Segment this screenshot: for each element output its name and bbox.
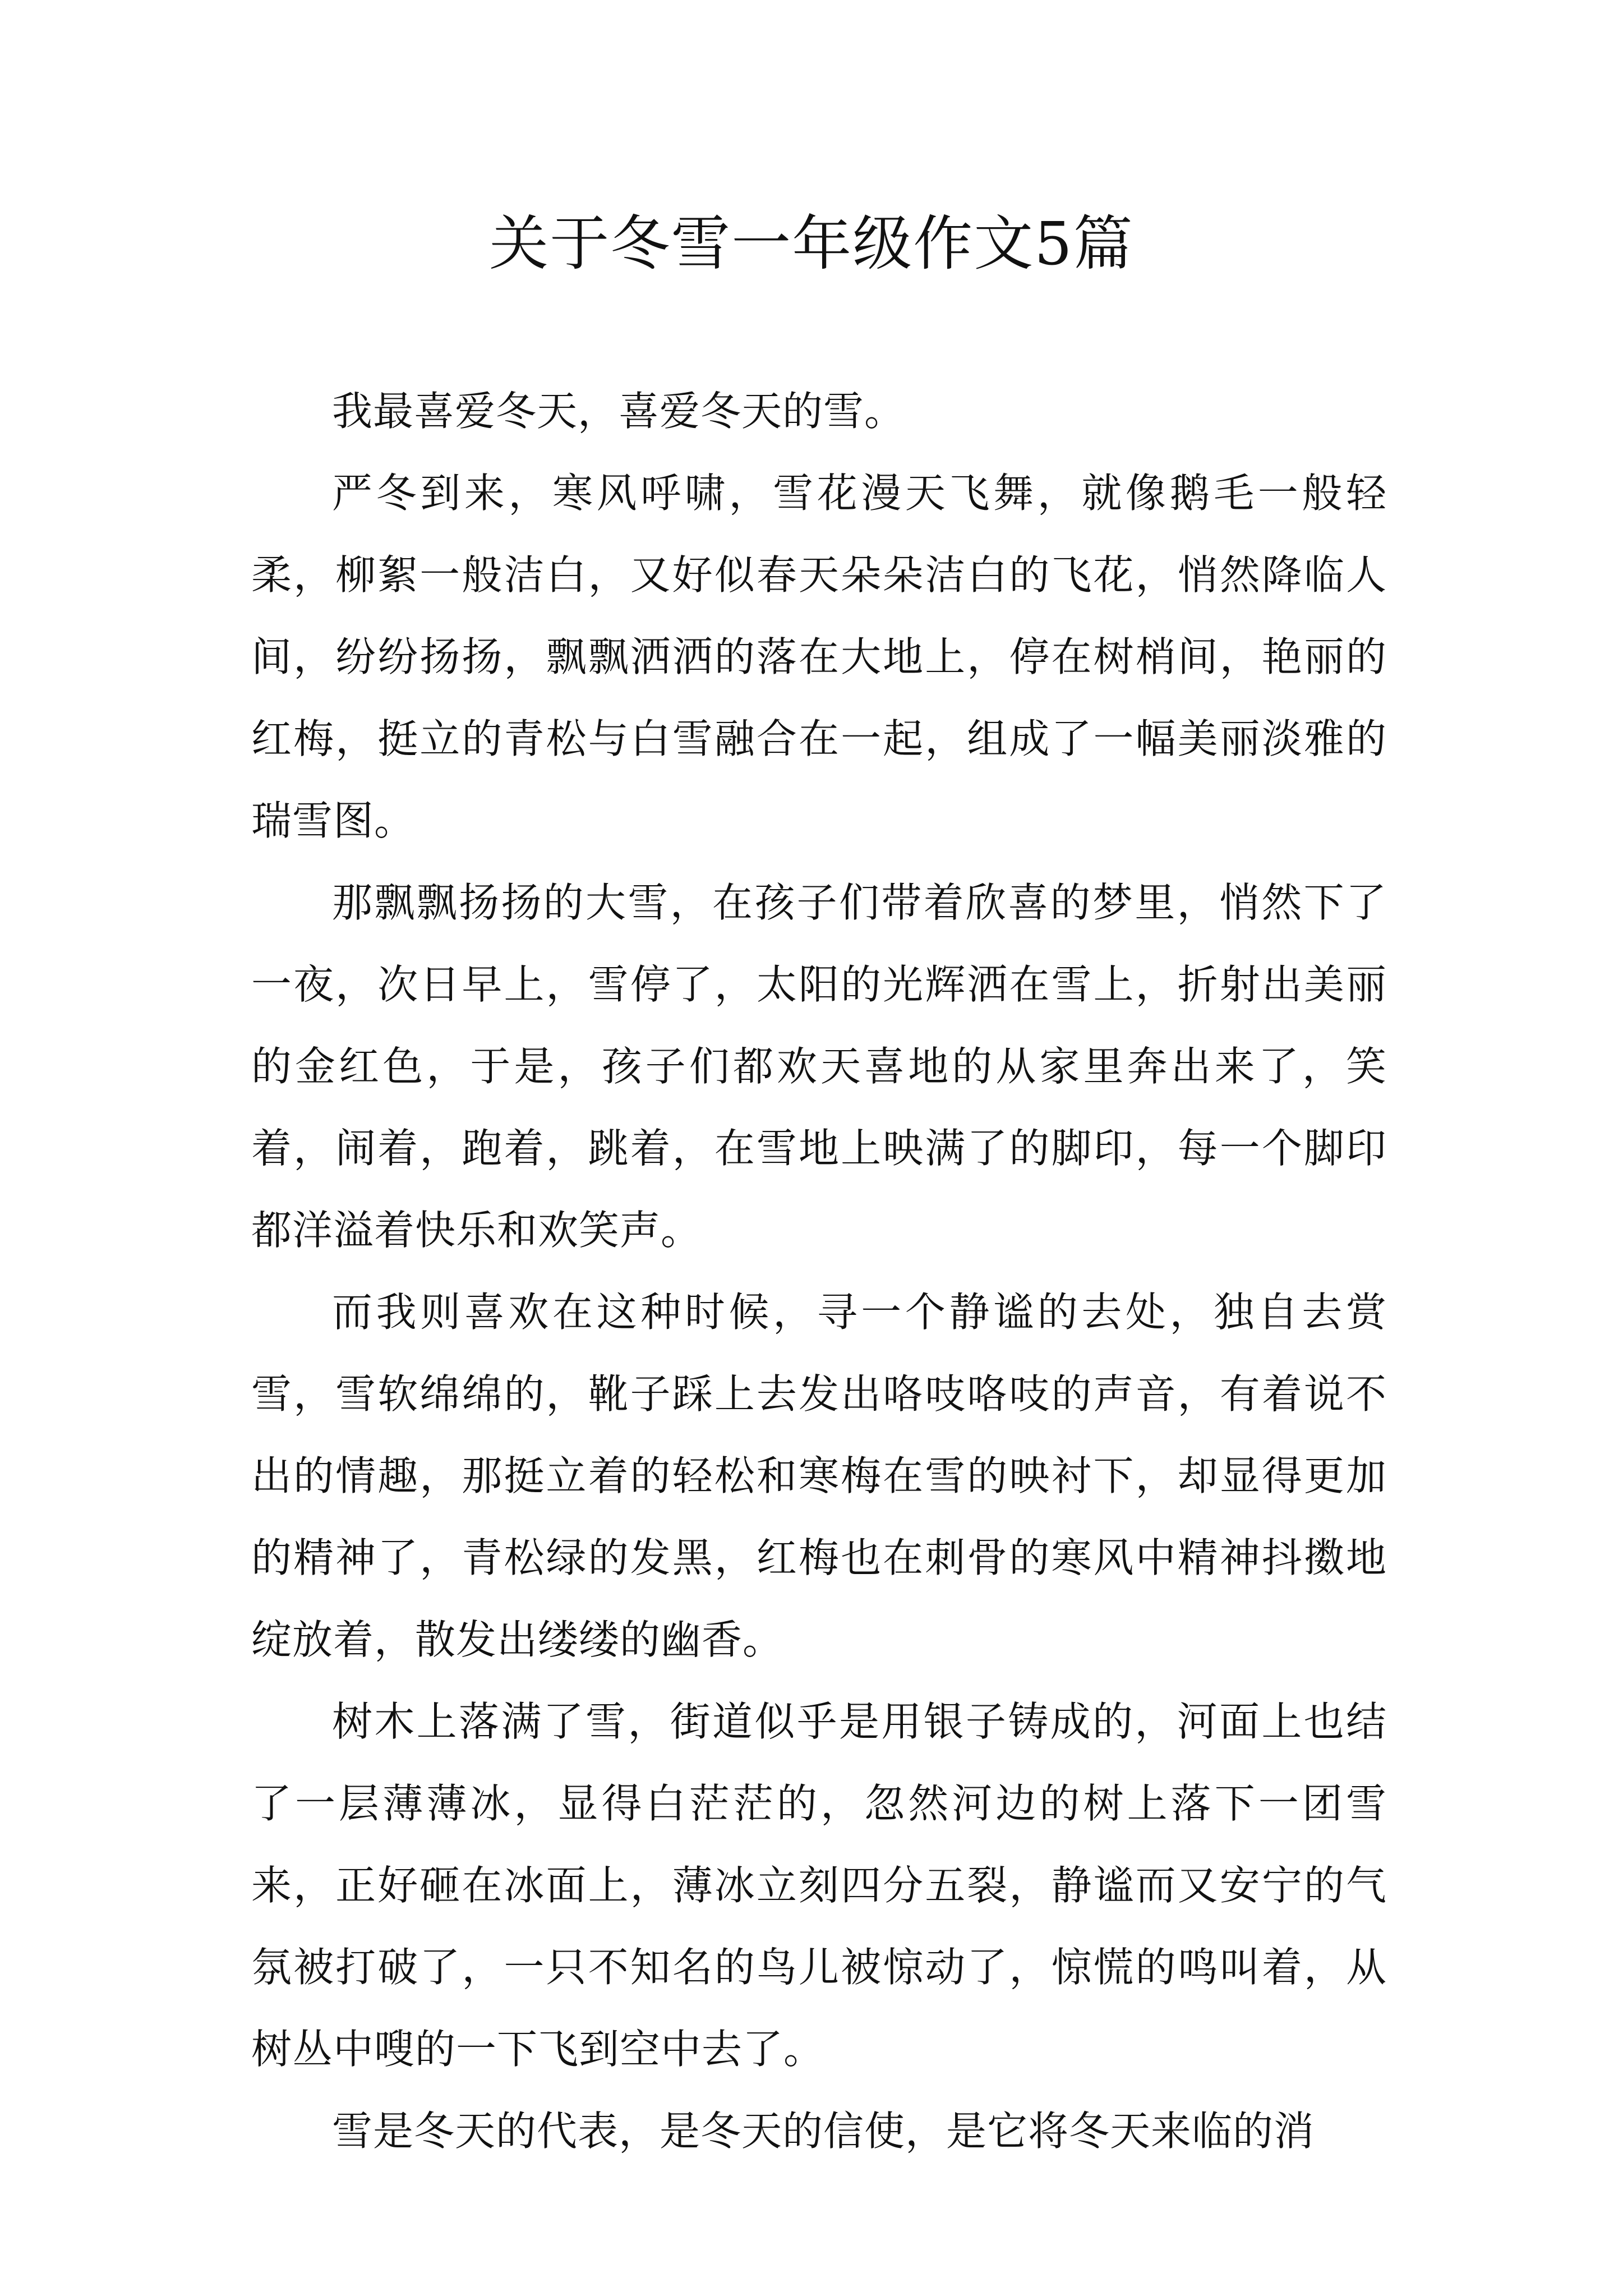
paragraph-6: 雪是冬天的代表，是冬天的信使，是它将冬天来临的消: [332, 2108, 1315, 2155]
paragraph-3: 那飘飘扬扬的大雪，在孩子们带着欣喜的梦里，悄然下了一夜，次日早上，雪停了，太阳的光辉洒在雪上，折射出美丽的金红色，于是，孩子们都欢天喜地的从家里奔出来了，笑着，闹着，跑着，跳着，在雪地上映满了的脚印，每一个脚印都洋溢着快乐和欢笑声。: [251, 879, 1387, 1254]
document-body: [251, 370, 1387, 2172]
document-title: 关于冬雪一年级作文5篇: [489, 209, 1134, 278]
paragraph-5: 树木上落满了雪，街道似乎是用银子铸成的，河面上也结了一层薄薄冰，显得白茫茫的，忽然河边的树上落下一团雪来，正好砸在冰面上，薄冰立刻四分五裂，静谧而又安宁的气氛被打破了，一只不知名的鸟儿被惊动了，惊慌的鸣叫着，从树丛中嗖的一下飞到空中去了。: [251, 1698, 1387, 2073]
paragraph-2: 严冬到来，寒风呼啸，雪花漫天飞舞，就像鹅毛一般轻柔，柳絮一般洁白，又好似春天朵朵洁白的飞花，悄然降临人间，纷纷扬扬，飘飘洒洒的落在大地上，停在树梢间，艳丽的红梅，挺立的青松与白雪融合在一起，组成了一幅美丽淡雅的瑞雪图。: [251, 470, 1387, 844]
paragraph-1: 我最喜爱冬天，喜爱冬天的雪。: [332, 388, 906, 435]
paragraph-4: 而我则喜欢在这种时候，寻一个静谧的去处，独自去赏雪，雪软绵绵的，靴子踩上去发出咯吱咯吱的声音，有着说不出的情趣，那挺立着的轻松和寒梅在雪的映衬下，却显得更加的精神了，青松绿的发黑，红梅也在刺骨的寒风中精神抖擞地绽放着，散发出缕缕的幽香。: [251, 1289, 1387, 1663]
